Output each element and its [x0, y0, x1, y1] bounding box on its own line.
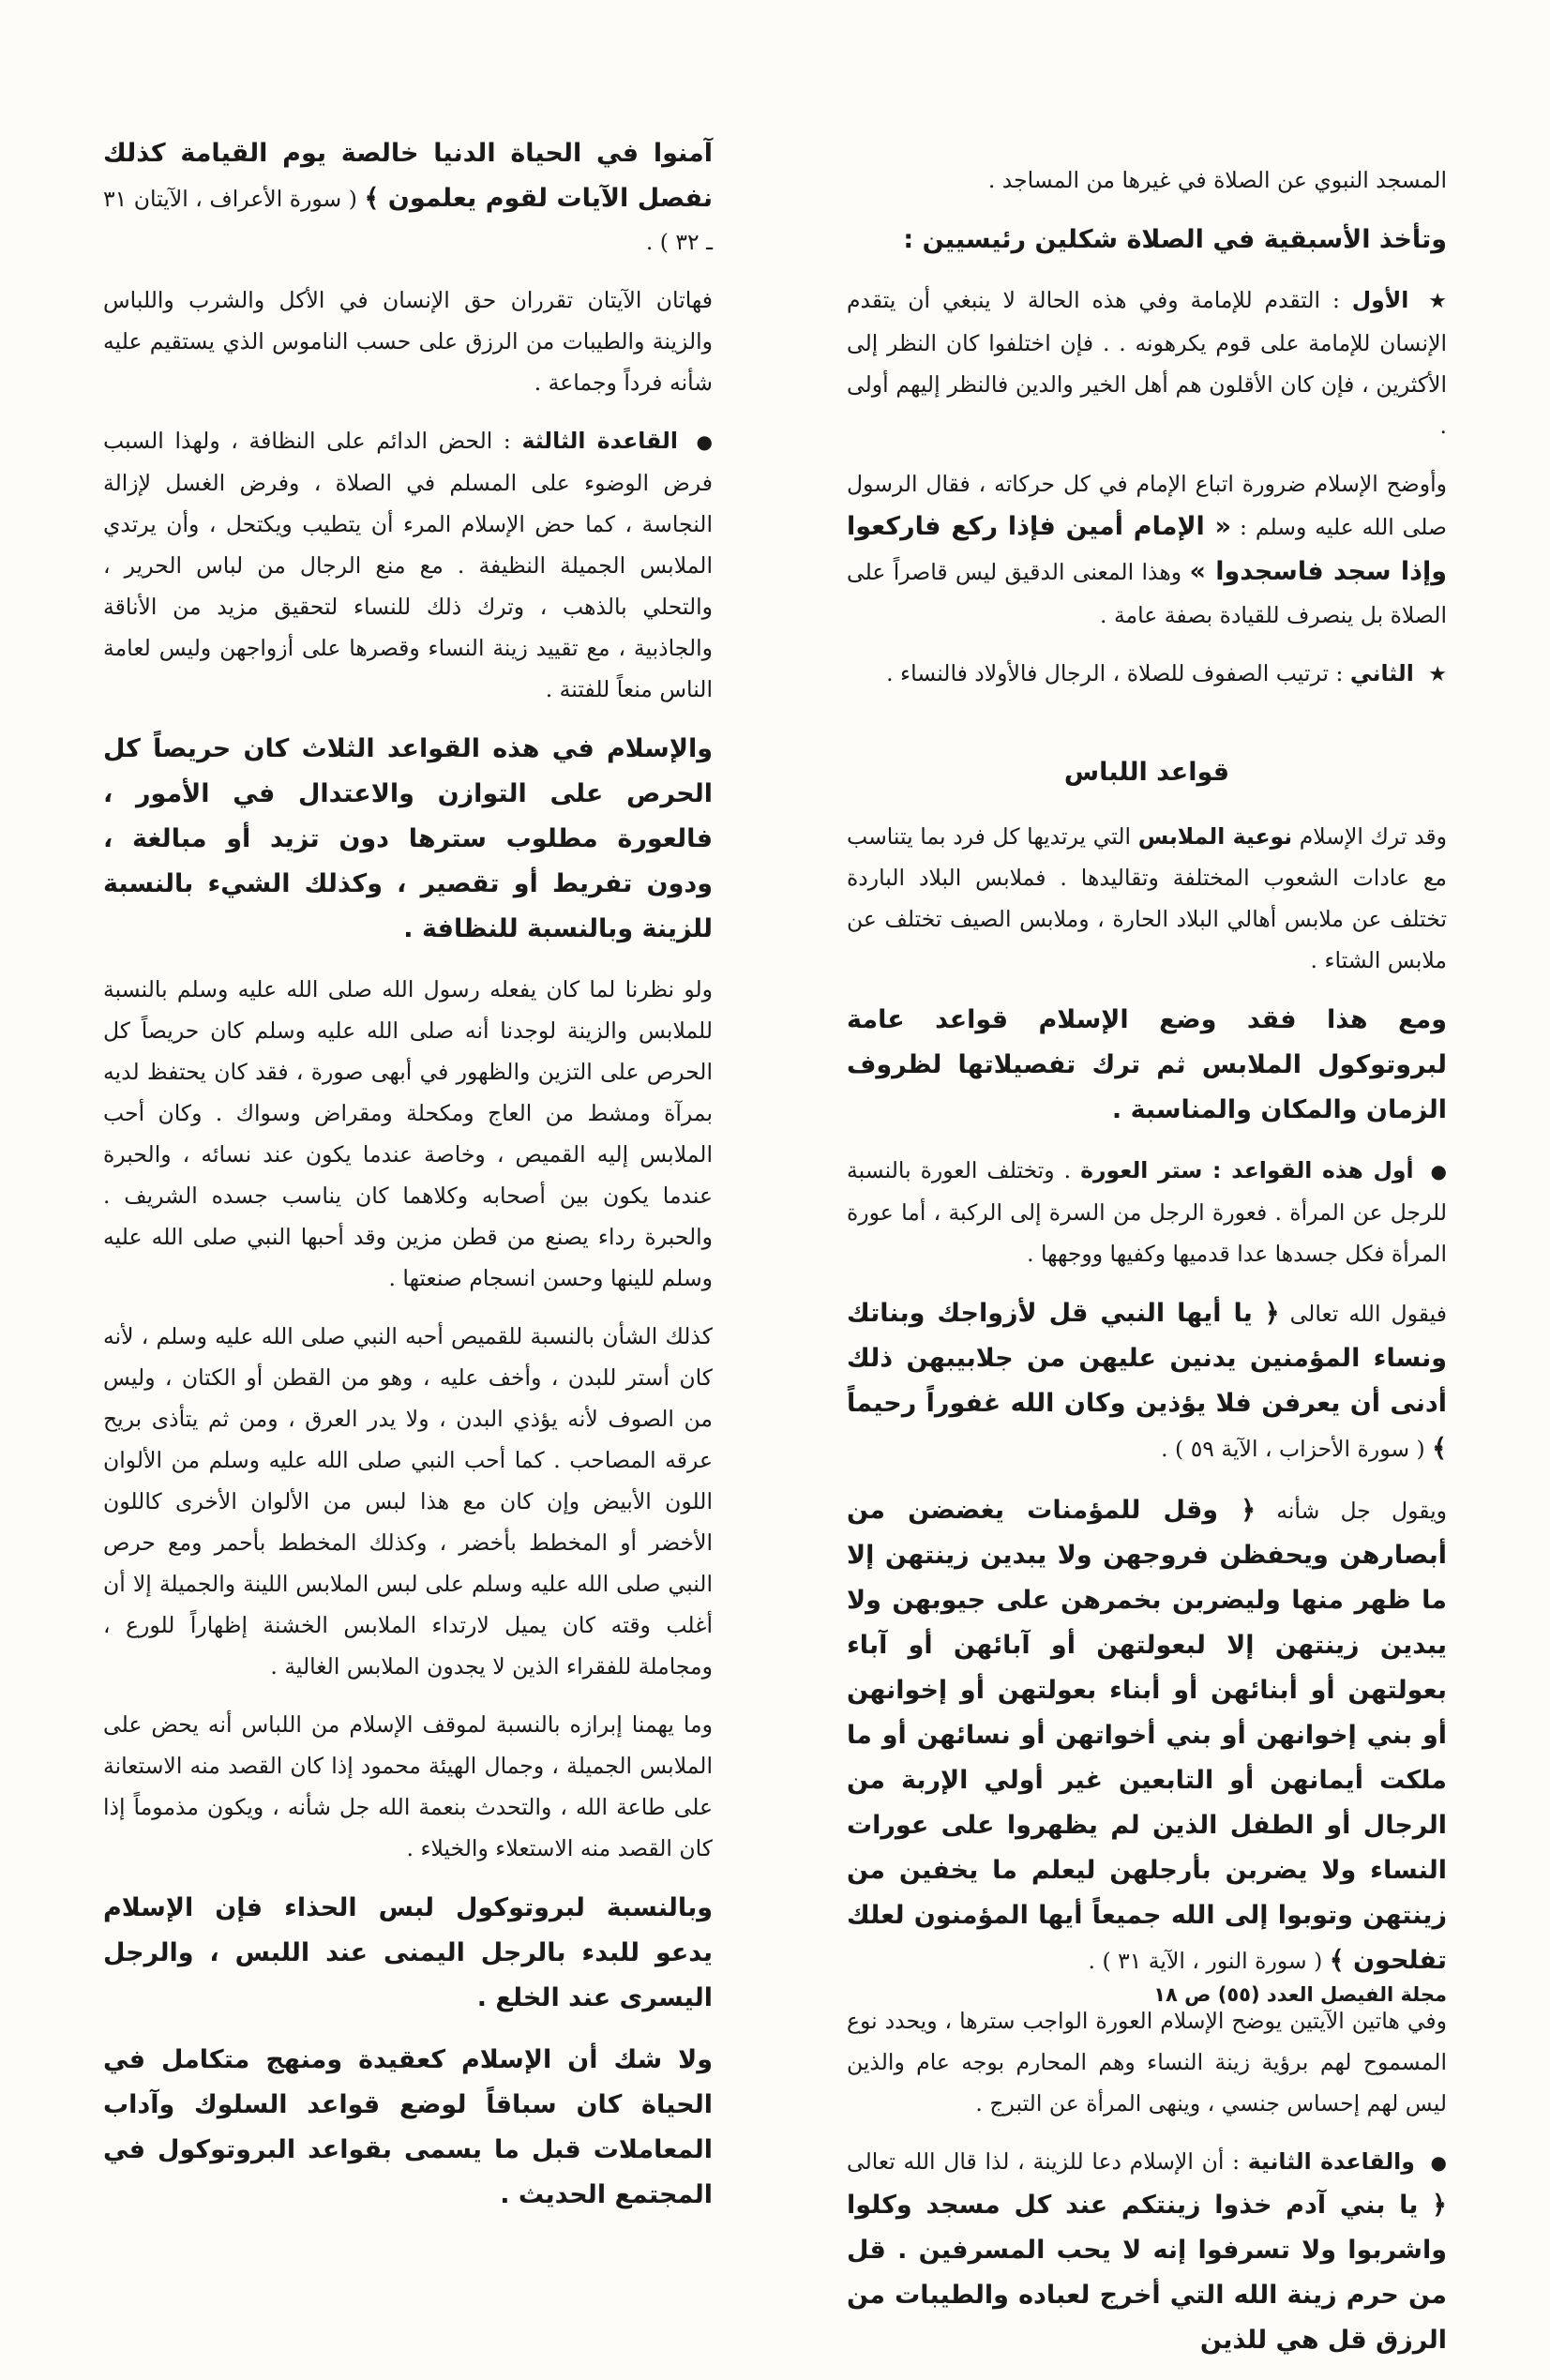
- hadith: « الإمام أمين فإذا ركع فاركعوا وإذا سجد فاسجدوا »: [847, 512, 1447, 586]
- page-footer: مجلة الفيصل العدد (٥٥) ص ١٨: [1153, 1983, 1447, 2006]
- reference: ( سورة النور ، الآية ٣١ ) .: [1088, 1948, 1323, 1974]
- label: الأول: [1351, 287, 1409, 313]
- paragraph: فهاتان الآيتان تقرران حق الإنسان في الأكل والشرب واللباس والزينة والطيبات من الرزق على حسب الناموس الذي يستقيم عليه شأنه فرداً وجماعة .: [103, 287, 713, 396]
- paragraph-bold: ولا شك أن الإسلام كعقيدة ومنهج متكامل في الحياة كان سباقاً لوضع قواعد السلوك وآداب المعاملات قبل ما يسمى بقواعد البروتوكول في المجتمع الحديث .: [103, 2045, 713, 2209]
- left-column: [103, 131, 713, 2235]
- paragraph: [847, 463, 1447, 636]
- paragraph: وفي هاتين الآيتين يوضح الإسلام العورة الواجب سترها ، ويحدد نوع المسموح لهم برؤية زينة النساء وهم المحارم بوجه عام والذين ليس لهم إحساس جنسي ، وينهى المرأة عن التبرج .: [847, 2008, 1447, 2116]
- paragraph: [847, 279, 1447, 446]
- text: التي يرتديها كل فرد بما يتناسب مع عادات الشعوب المختلفة وتقاليدها . فملابس البلاد الباردة تختلف عن ملابس أهالي البلاد الحارة ، وملابس الصيف تختلف عن ملابس الشتاء .: [847, 823, 1447, 973]
- text: : التقدم للإمامة وفي هذه الحالة لا ينبغي أن يتقدم الإنسان للإمامة على قوم يكرهونه . . فإن اختلفوا كان النظر إلى الأكثرين ، فإن كان الأقلون هم أهل الخير والدين فالنظر إليهم أولى .: [847, 287, 1447, 439]
- label: القاعدة الثالثة: [521, 428, 678, 454]
- reference: ( سورة الأحزاب ، الآية ٥٩ ) .: [1161, 1436, 1425, 1462]
- paragraph: [847, 1150, 1447, 1274]
- paragraph: ولو نظرنا لما كان يفعله رسول الله صلى الله عليه وسلم بالنسبة للملابس والزينة لوجدنا أنه صلى الله عليه وسلم كان حريصاً كل الحرص على التزين والظهور في أبهى صورة ، فقد كان يحتفظ لديه بمرآة ومشط من العاج ومكحلة ومقراض وسواك . وكان أحب الملابس إليه القميص ، وخاصة عندما يكون عند نسائه ، والحبرة عندما يكون بين أصحابه وكلاهما كان يناسب جسده الشريف . والحبرة رداء يصنع من قطن مزين وقد أحبها النبي صلى الله عليه وسلم للينها وحسن انسجام صنعتها .: [103, 976, 713, 1291]
- paragraph: كذلك الشأن بالنسبة للقميص أحبه النبي صلى الله عليه وسلم ، لأنه كان أستر للبدن ، وأخف عليه ، وهو من القطن أو الكتان ، وليس من الصوف لأنه يؤذي البدن ، ولا يدر العرق ، ومن ثم يتأذى بريح عرقه المصاحب . كما أحب النبي صلى الله عليه وسلم من الألوان اللون الأبيض وإن كان مع هذا لبس من الألوان الأخرى كاللون الأخضر أو المخطط بأخضر ، وكذلك المخطط بأحمر ومع حرص النبي صلى الله عليه وسلم على لبس الملابس اللينة والجميلة إلا أن أغلب وقته كان يميل لارتداء الملابس الخشنة إظهاراً للورع ، ومجاملة للفقراء الذين لا يجدون الملابس الغالية .: [103, 1323, 713, 1680]
- paragraph-bold: ومع هذا فقد وضع الإسلام قواعد عامة لبروتوكول الملابس ثم ترك تفصيلاتها لظروف الزمان والمكان والمناسبة .: [847, 1005, 1447, 1124]
- paragraph: [847, 1291, 1447, 1471]
- paragraph-bold: والإسلام في هذه القواعد الثلاث كان حريصاً كل الحرص على التوازن والاعتدال في الأمور ، فالعورة مطلوب سترها دون تزيد أو مبالغة ، ودون تفريط أو تقصير ، وكذلك الشيء بالنسبة للزينة وبالنسبة للنظافة .: [103, 734, 713, 943]
- verse: آمنوا في الحياة الدنيا خالصة يوم القيامة كذلك نفصل الآيات لقوم يعلمون ﴾: [103, 139, 713, 213]
- text: ويقول جل شأنه: [1276, 1498, 1447, 1524]
- section-heading: قواعد اللباس: [1063, 758, 1230, 787]
- text: . وتختلف العورة بالنسبة للرجل عن المرأة . فعورة الرجل من السرة إلى الركبة ، أما عورة المرأة فكل جسدها عدا قدميها وكفيها ووجهها .: [847, 1157, 1447, 1267]
- label: والقاعدة الثانية: [1247, 2148, 1415, 2175]
- label: الثاني: [1349, 660, 1414, 686]
- paragraph: [103, 131, 713, 263]
- paragraph: [847, 1488, 1447, 1983]
- text: وأوضح الإسلام ضرورة اتباع الإمام في كل حركاته ، فقال الرسول صلى الله عليه وسلم :: [847, 471, 1447, 540]
- verse: ﴿ يا بني آدم خذوا زينتكم عند كل مسجد وكلوا واشربوا ولا تسرفوا إنه لا يحب المسرفين . قل من حرم زينة الله التي أخرج لعباده والطيبات من الرزق قل هي للذين: [847, 2191, 1447, 2355]
- paragraph-bold: وبالنسبة لبروتوكول لبس الحذاء فإن الإسلام يدعو للبدء بالرجل اليمنى عند اللبس ، والرجل اليسرى عند الخلع .: [103, 1893, 713, 2012]
- paragraph: [847, 816, 1447, 981]
- reference: ( سورة الأعراف ، الآيتان ٣١ ـ ٣٢ ) .: [103, 186, 713, 255]
- paragraph: [847, 2141, 1447, 2363]
- bullet-icon: ●: [696, 430, 713, 453]
- star-icon: ★: [1428, 290, 1447, 313]
- label: أول هذه القواعد : ستر العورة: [1080, 1157, 1414, 1183]
- paragraph-bold: وتأخذ الأسبقية في الصلاة شكلين رئيسيين :: [903, 225, 1447, 254]
- verse: ﴿ يا أيها النبي قل لأزواجك وبناتك ونساء المؤمنين يدنين عليهن من جلابيبهن ذلك أدنى أن يعرفن فلا يؤذين وكان الله غفوراً رحيماً ﴾: [847, 1299, 1447, 1463]
- text: : أن الإسلام دعا للزينة ، لذا قال الله تعالى: [847, 2148, 1240, 2175]
- text: وقد ترك الإسلام: [1299, 823, 1447, 850]
- right-column: [847, 159, 1447, 2380]
- bullet-icon: ●: [1430, 1160, 1447, 1182]
- text-bold: نوعية الملابس: [1137, 823, 1293, 850]
- paragraph: [103, 420, 713, 710]
- bullet-icon: ●: [1430, 2151, 1447, 2174]
- paragraph: [847, 653, 1447, 696]
- paragraph: المسجد النبوي عن الصلاة في غيرها من المساجد .: [987, 167, 1447, 193]
- text: : الحض الدائم على النظافة ، ولهذا السبب فرض الوضوء على المسلم في الصلاة ، وفرض الغسل لإزالة النجاسة ، كما حض الإسلام المرء أن يتطيب ويكتحل ، وأن يرتدي الملابس الجميلة النظيفة . مع منع الرجال من لباس الحرير ، والتحلي بالذهب ، وترك ذلك للنساء لتحقيق مزيد من الأناقة والجاذبية ، مع تقييد زينة النساء وقصرها على أزواجهن وليس لعامة الناس منعاً للفتنة .: [103, 428, 713, 702]
- verse: ﴿ وقل للمؤمنات يغضضن من أبصارهن ويحفظن فروجهن ولا يبدين زينتهن إلا ما ظهر منها وليضربن بخمرهن على جيوبهن ولا يبدين زينتهن إلا لبعولتهن أو آبائهن أو آباء بعولتهن أو أبنائهن أو أبناء بعولتهن أو إخوانهن أو بني إخوانهن أو بني أخواتهن أو نسائهن أو ما ملكت أيمانهن أو التابعين غير أولي الإربة من الرجال أو الطفل الذين لم يظهروا على عورات النساء ولا يضربن بأرجلهن ليعلم ما يخفين من زينتهن وتوبوا إلى الله جميعاً أيها المؤمنون لعلك تفلحون ﴾: [847, 1496, 1447, 1975]
- text: : ترتيب الصفوف للصلاة ، الرجال فالأولاد فالنساء .: [886, 660, 1344, 686]
- text: فيقول الله تعالى: [1289, 1301, 1447, 1327]
- paragraph: وما يهمنا إبرازه بالنسبة لموقف الإسلام من اللباس أنه يحض على الملابس الجميلة ، وجمال الهيئة محمود إذا كان القصد منه الاستعانة على طاعة الله ، والتحدث بنعمة الله جل شأنه ، ويكون مذموماً إذا كان القصد منه الاستعلاء والخيلاء .: [103, 1711, 713, 1861]
- text: وهذا المعنى الدقيق ليس قاصراً على الصلاة بل ينصرف للقيادة بصفة عامة .: [847, 559, 1447, 628]
- star-icon: ★: [1428, 663, 1447, 686]
